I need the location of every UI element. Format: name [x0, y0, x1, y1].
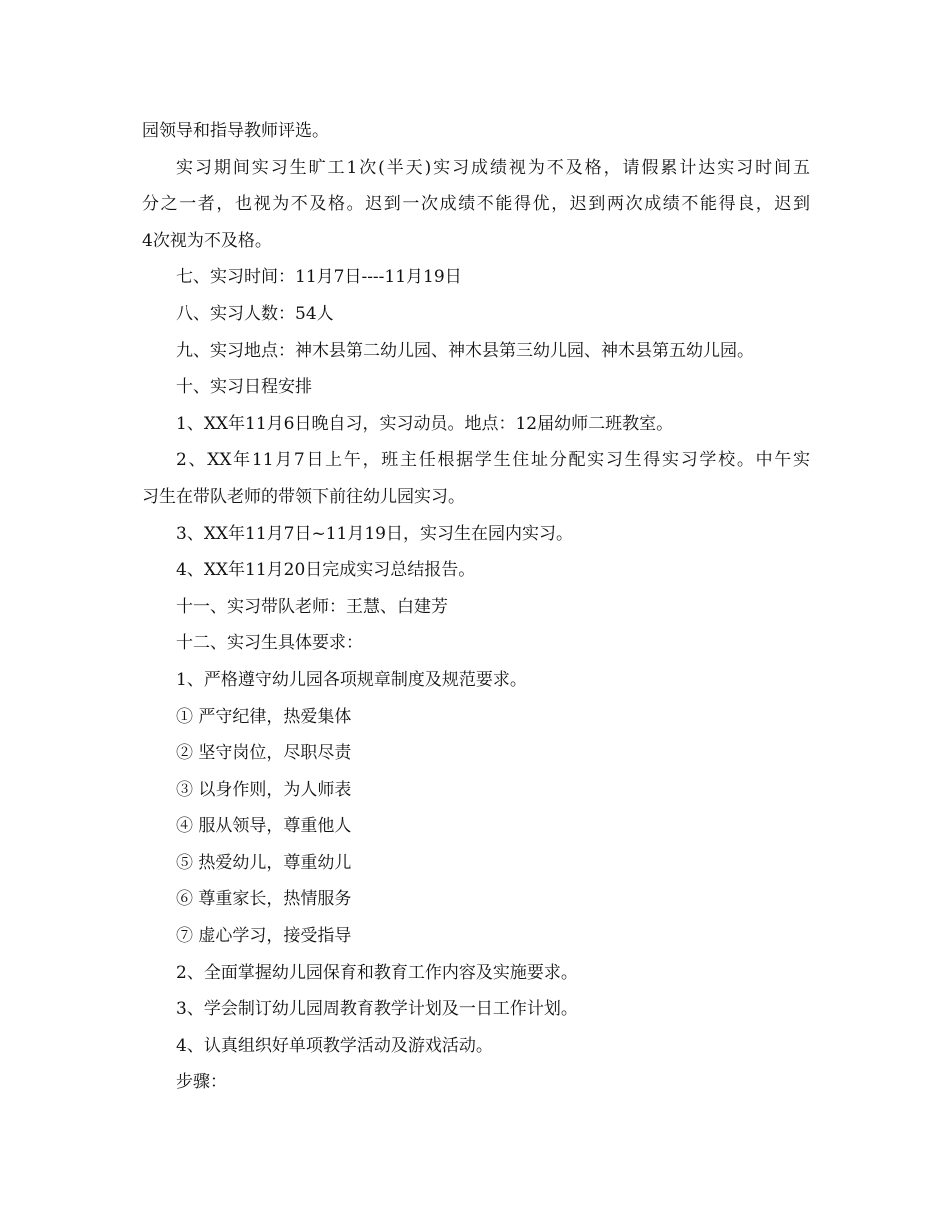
list-item: 4、认真组织好单项教学活动及游戏活动。	[176, 1035, 493, 1056]
text-line: 实习期间实习生旷工1次(半天)实习成绩视为不及格，请假累计达实习时间五	[176, 157, 810, 178]
list-item: ⑤ 热爱幼儿，尊重幼儿	[176, 852, 352, 873]
list-item: ④ 服从领导，尊重他人	[176, 816, 352, 837]
section-heading: 十、实习日程安排	[176, 377, 312, 398]
list-item: ② 坚守岗位，尽职尽责	[176, 743, 352, 764]
text-line: 分之一者，也视为不及格。迟到一次成绩不能得优，迟到两次成绩不能得良，迟到	[142, 194, 810, 215]
list-item: 2、XX年11月7日上午，班主任根据学生住址分配实习生得实习学校。中午实	[176, 450, 810, 471]
text-line: 园领导和指导教师评选。	[142, 121, 329, 141]
text-line: 七、实习时间：11月7日----11月19日	[176, 267, 462, 288]
list-item: 2、全面掌握幼儿园保育和教育工作内容及实施要求。	[176, 962, 578, 983]
list-item: 3、XX年11月7日~11月19日，实习生在园内实习。	[176, 523, 573, 544]
section-heading: 十二、实习生具体要求：	[176, 633, 363, 654]
section-heading: 十一、实习带队老师：王慧、白建芳	[176, 596, 448, 617]
list-item: 4、XX年11月20日完成实习总结报告。	[176, 560, 476, 581]
document-body	[142, 113, 810, 1101]
list-item: 1、严格遵守幼儿园各项规章制度及规范要求。	[176, 669, 527, 690]
text-line: 步骤：	[176, 1072, 227, 1093]
list-item: ⑦ 虚心学习，接受指导	[176, 926, 352, 947]
text-line: 八、实习人数：54人	[176, 303, 334, 324]
list-item: 3、学会制订幼儿园周教育教学计划及一日工作计划。	[176, 999, 578, 1020]
list-item: 1、XX年11月6日晚自习，实习动员。地点：12届幼师二班教室。	[176, 413, 674, 434]
list-item: ③ 以身作则，为人师表	[176, 779, 352, 800]
list-item: ① 严守纪律，热爱集体	[176, 706, 352, 727]
text-line: 习生在带队老师的带领下前往幼儿园实习。	[142, 486, 465, 507]
text-line: 九、实习地点：神木县第二幼儿园、神木县第三幼儿园、神木县第五幼儿园。	[176, 340, 754, 361]
text-line: 4次视为不及格。	[142, 230, 272, 251]
list-item: ⑥ 尊重家长，热情服务	[176, 889, 352, 910]
